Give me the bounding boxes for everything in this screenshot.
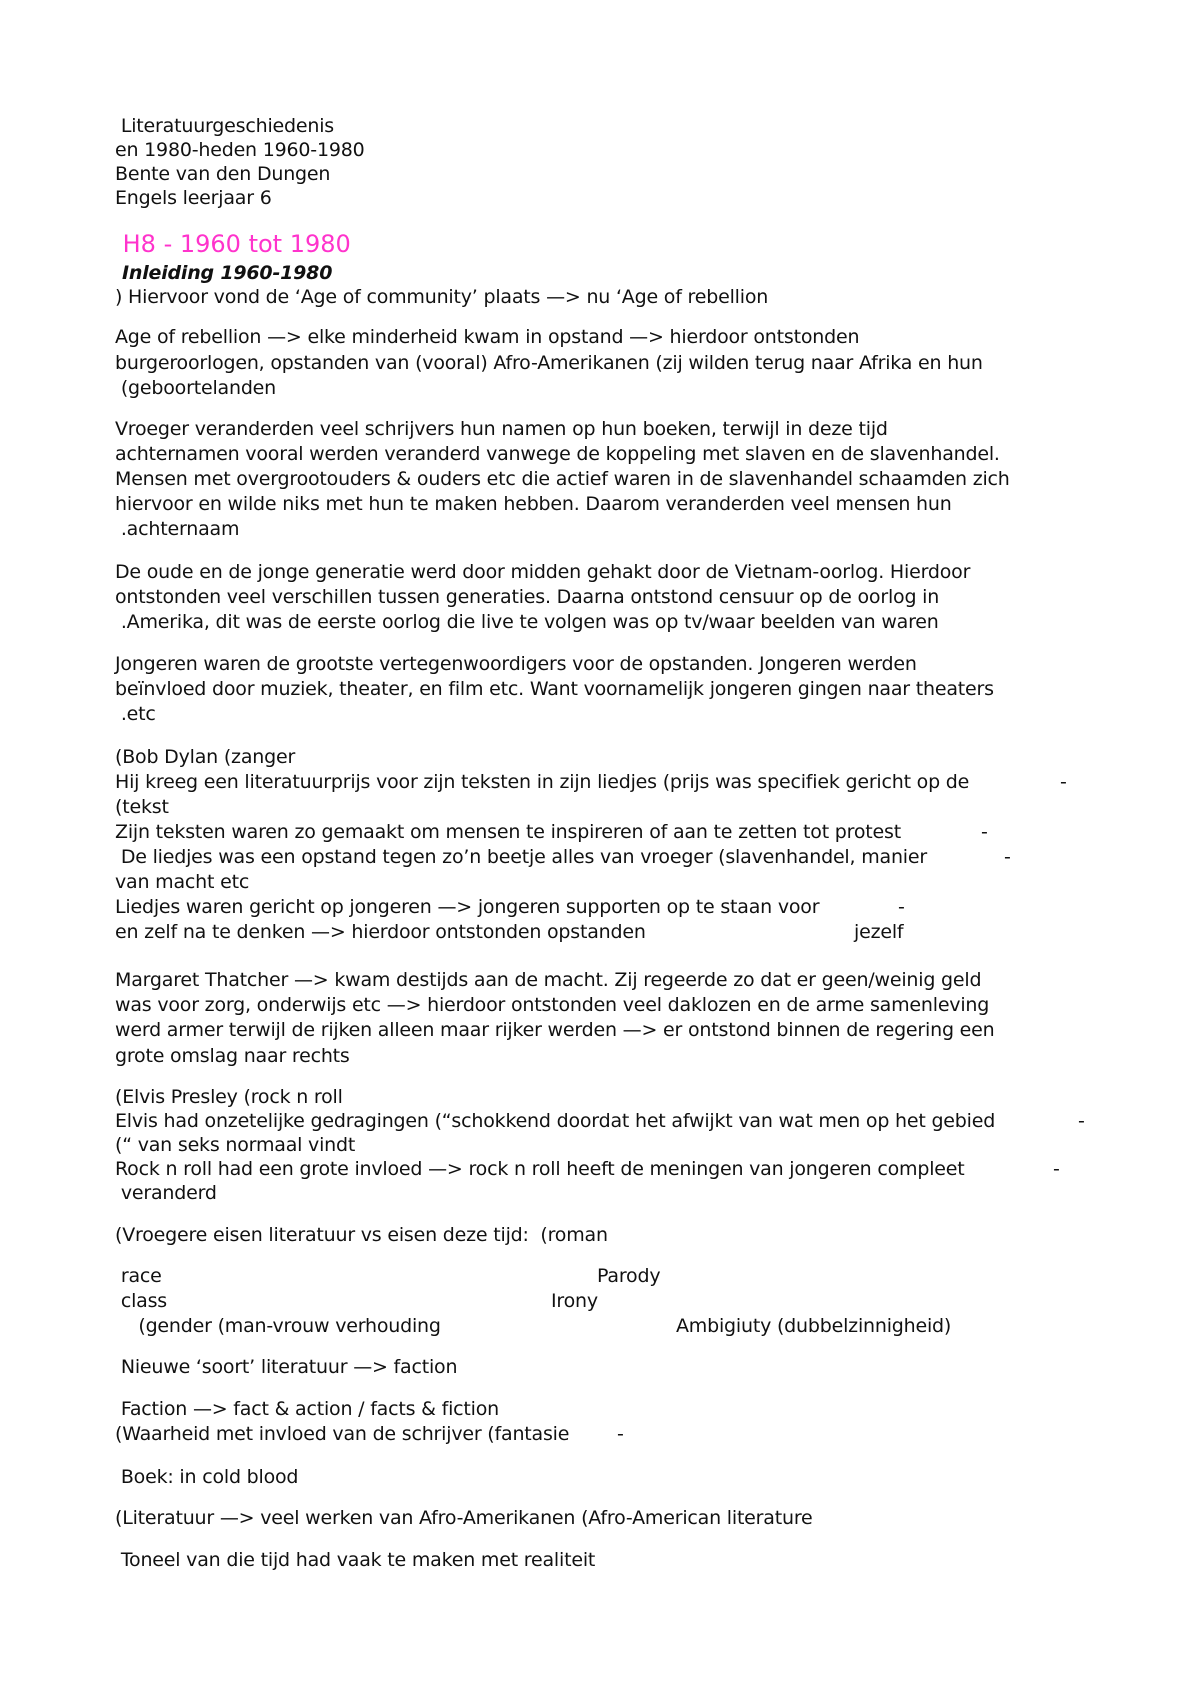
demand-item-irony: Irony bbox=[551, 1290, 598, 1312]
elvis-line: Rock n roll had een grote invloed —> rock n roll heeft de meningen van jongeren compleet bbox=[115, 1158, 965, 1180]
list-dash: - bbox=[981, 821, 988, 843]
paragraph-line: .achternaam bbox=[115, 518, 240, 540]
paragraph-line: De oude en de jonge generatie werd door midden gehakt door de Vietnam-oorlog. Hierdoor bbox=[115, 561, 971, 583]
paragraph-line: hiervoor en wilde niks met hun te maken hebben. Daarom veranderden veel mensen hun bbox=[115, 493, 952, 515]
elvis-line: (“ van seks normaal vindt bbox=[115, 1134, 356, 1156]
dylan-line: Hij kreeg een literatuurprijs voor zijn teksten in zijn liedjes (prijs was specifiek gericht op de bbox=[115, 771, 970, 793]
dylan-title: (Bob Dylan (zanger bbox=[115, 746, 296, 768]
author-name: Bente van den Dungen bbox=[115, 163, 331, 185]
intro-line: ) Hiervoor vond de ‘Age of community’ plaats —> nu ‘Age of rebellion bbox=[115, 286, 769, 308]
dylan-line: van macht etc bbox=[115, 871, 250, 893]
paragraph-line: Age of rebellion —> elke minderheid kwam in opstand —> hierdoor ontstonden bbox=[115, 326, 860, 348]
dylan-line: De liedjes was een opstand tegen zo’n beetje alles van vroeger (slavenhandel, manier bbox=[115, 846, 927, 868]
faction-truth: (Waarheid met invloed van de schrijver (fantasie bbox=[115, 1423, 570, 1445]
demand-item-class: class bbox=[115, 1290, 168, 1312]
faction-definition: Faction —> fact & action / facts & fiction bbox=[115, 1398, 500, 1420]
paragraph-line: .etc bbox=[115, 703, 156, 725]
chapter-heading: H8 - 1960 tot 1980 bbox=[115, 230, 351, 258]
dylan-line: Liedjes waren gericht op jongeren —> jongeren supporten op te staan voor bbox=[115, 896, 820, 918]
list-dash: - bbox=[1053, 1158, 1060, 1180]
document-title: Literatuurgeschiedenis bbox=[115, 115, 334, 137]
elvis-title: (Elvis Presley (rock n roll bbox=[115, 1086, 343, 1108]
paragraph-line: Jongeren waren de grootste vertegenwoordigers voor de opstanden. Jongeren werden bbox=[115, 653, 917, 675]
faction-literature: (Literatuur —> veel werken van Afro-Amerikanen (Afro-American literature bbox=[115, 1507, 813, 1529]
section-subheading: Inleiding 1960-1980 bbox=[122, 262, 333, 284]
dylan-line: en zelf na te denken —> hierdoor ontstonden opstanden bbox=[115, 921, 646, 943]
demands-title: (Vroegere eisen literatuur vs eisen deze tijd: (roman bbox=[115, 1224, 608, 1246]
paragraph-line: burgeroorlogen, opstanden van (vooral) Afro-Amerikanen (zij wilden terug naar Afrika en hun bbox=[115, 352, 983, 374]
faction-book: Boek: in cold blood bbox=[115, 1466, 299, 1488]
demand-item-race: race bbox=[115, 1265, 162, 1287]
elvis-line: Elvis had onzetelijke gedragingen (“schokkend doordat het afwijkt van wat men op het gebied bbox=[115, 1110, 996, 1132]
thatcher-line: werd armer terwijl de rijken alleen maar rijker werden —> er ontstond binnen de regering een bbox=[115, 1019, 995, 1041]
list-dash: - bbox=[898, 896, 905, 918]
period-line: en 1980-heden 1960-1980 bbox=[115, 139, 365, 161]
paragraph-line: Mensen met overgrootouders & ouders etc die actief waren in de slavenhandel schaamden zich bbox=[115, 468, 1010, 490]
dylan-line: (tekst bbox=[115, 796, 169, 818]
paragraph-line: .Amerika, dit was de eerste oorlog die live te volgen was op tv/waar beelden van waren bbox=[115, 611, 939, 633]
faction-theatre: Toneel van die tijd had vaak te maken met realiteit bbox=[115, 1549, 596, 1571]
thatcher-line: grote omslag naar rechts bbox=[115, 1045, 350, 1067]
list-dash: - bbox=[1060, 771, 1067, 793]
paragraph-line: ontstonden veel verschillen tussen generaties. Daarna ontstond censuur op de oorlog in bbox=[115, 586, 940, 608]
paragraph-line: achternamen vooral werden veranderd vanwege de koppeling met slaven en de slavenhandel. bbox=[115, 443, 1000, 465]
thatcher-line: was voor zorg, onderwijs etc —> hierdoor ontstonden veel daklozen en de arme samenleving bbox=[115, 994, 990, 1016]
dylan-line: Zijn teksten waren zo gemaakt om mensen te inspireren of aan te zetten tot protest bbox=[115, 821, 901, 843]
dylan-line-end: jezelf bbox=[854, 921, 904, 943]
faction-intro: Nieuwe ‘soort’ literatuur —> faction bbox=[115, 1356, 458, 1378]
thatcher-line: Margaret Thatcher —> kwam destijds aan de macht. Zij regeerde zo dat er geen/weinig geld bbox=[115, 969, 982, 991]
course-info: Engels leerjaar 6 bbox=[115, 187, 272, 209]
demand-item-ambiguity: Ambigiuty (dubbelzinnigheid) bbox=[676, 1315, 952, 1337]
list-dash: - bbox=[1078, 1110, 1085, 1132]
demand-item-gender: (gender (man-vrouw verhouding bbox=[115, 1315, 441, 1337]
list-dash: - bbox=[1004, 846, 1011, 868]
paragraph-line: (geboortelanden bbox=[115, 377, 277, 399]
list-dash: - bbox=[617, 1423, 624, 1445]
paragraph-line: beïnvloed door muziek, theater, en film etc. Want voornamelijk jongeren gingen naar theaters bbox=[115, 678, 994, 700]
demand-item-parody: Parody bbox=[597, 1265, 661, 1287]
elvis-line: veranderd bbox=[115, 1182, 217, 1204]
paragraph-line: Vroeger veranderden veel schrijvers hun namen op hun boeken, terwijl in deze tijd bbox=[115, 418, 888, 440]
